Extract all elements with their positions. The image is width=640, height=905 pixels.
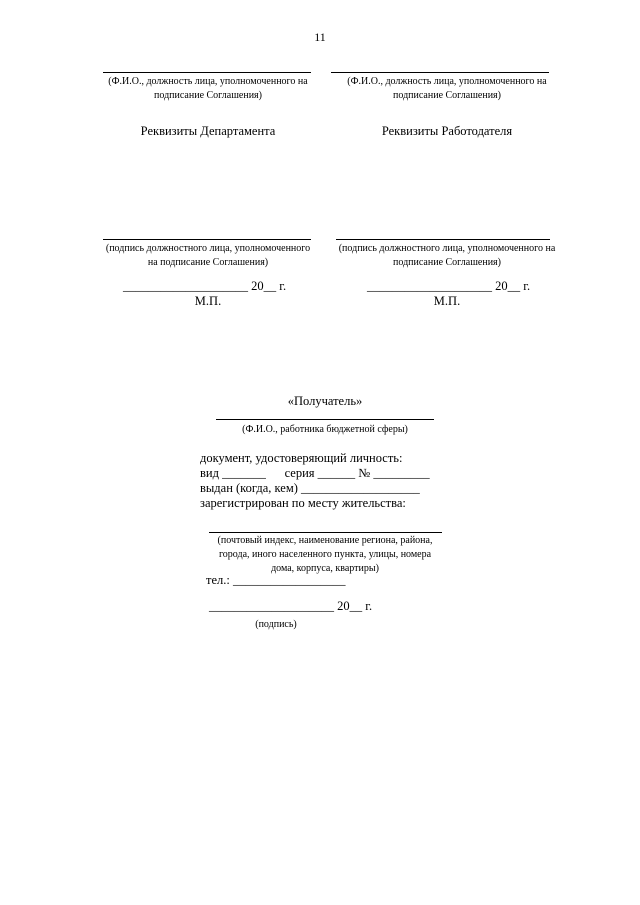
- right-fio-caption-line-2: подписание Соглашения): [393, 90, 501, 101]
- recipient-address-caption-line-3: дома, корпуса, квартиры): [271, 563, 379, 574]
- recipient-fio-line: [216, 419, 434, 420]
- recipient-date-line: ____________________ 20__ г.: [209, 599, 373, 613]
- recipient-id-document: документ, удостоверяющий личность:: [200, 451, 403, 465]
- recipient-id-issued: выдан (когда, кем) ___________________: [200, 481, 420, 495]
- recipient-address-caption: [196, 534, 454, 576]
- recipient-fio-caption: (Ф.И.О., работника бюджетной сферы): [242, 424, 408, 435]
- left-date-line: ____________________ 20__ г.: [123, 279, 287, 293]
- recipient-phone: тел.: __________________: [206, 573, 346, 587]
- left-signature-caption: [86, 242, 330, 270]
- left-fio-caption: [86, 75, 330, 103]
- recipient-registered: зарегистрирован по месту жительства:: [200, 496, 406, 510]
- recipient-address-caption-line-1: (почтовый индекс, наименование региона, района,: [217, 535, 433, 546]
- left-signature-caption-line-2: на подписание Соглашения): [147, 257, 269, 268]
- right-fio-caption-line-1: (Ф.И.О., должность лица, уполномоченного на: [347, 76, 547, 87]
- left-requisites-title: Реквизиты Департамента: [140, 124, 276, 138]
- right-signature-caption-line-1: (подпись должностного лица, уполномоченного на: [338, 243, 556, 254]
- left-fio-line: [103, 72, 311, 73]
- right-requisites-title: Реквизиты Работодателя: [381, 124, 513, 138]
- recipient-id-type-series: вид _______ серия ______ № _________: [200, 466, 430, 480]
- right-stamp: М.П.: [433, 294, 461, 308]
- left-fio-caption-line-2: подписание Соглашения): [154, 90, 262, 101]
- right-fio-line: [331, 72, 549, 73]
- right-signature-caption: [320, 242, 574, 270]
- page-number: 11: [314, 30, 326, 44]
- recipient-address-line: [209, 532, 442, 533]
- recipient-title: «Получатель»: [287, 394, 363, 408]
- left-signature-line: [103, 239, 311, 240]
- recipient-address-caption-line-2: города, иного населенного пункта, улицы, номера: [218, 549, 432, 560]
- right-signature-caption-line-2: подписание Соглашения): [393, 257, 501, 268]
- right-signature-line: [336, 239, 550, 240]
- left-stamp: М.П.: [194, 294, 222, 308]
- right-fio-caption: [320, 75, 574, 103]
- recipient-signature-caption: (подпись): [255, 619, 297, 630]
- right-date-line: ____________________ 20__ г.: [367, 279, 531, 293]
- left-signature-caption-line-1: (подпись должностного лица, уполномоченного: [105, 243, 311, 254]
- left-fio-caption-line-1: (Ф.И.О., должность лица, уполномоченного на: [108, 76, 308, 87]
